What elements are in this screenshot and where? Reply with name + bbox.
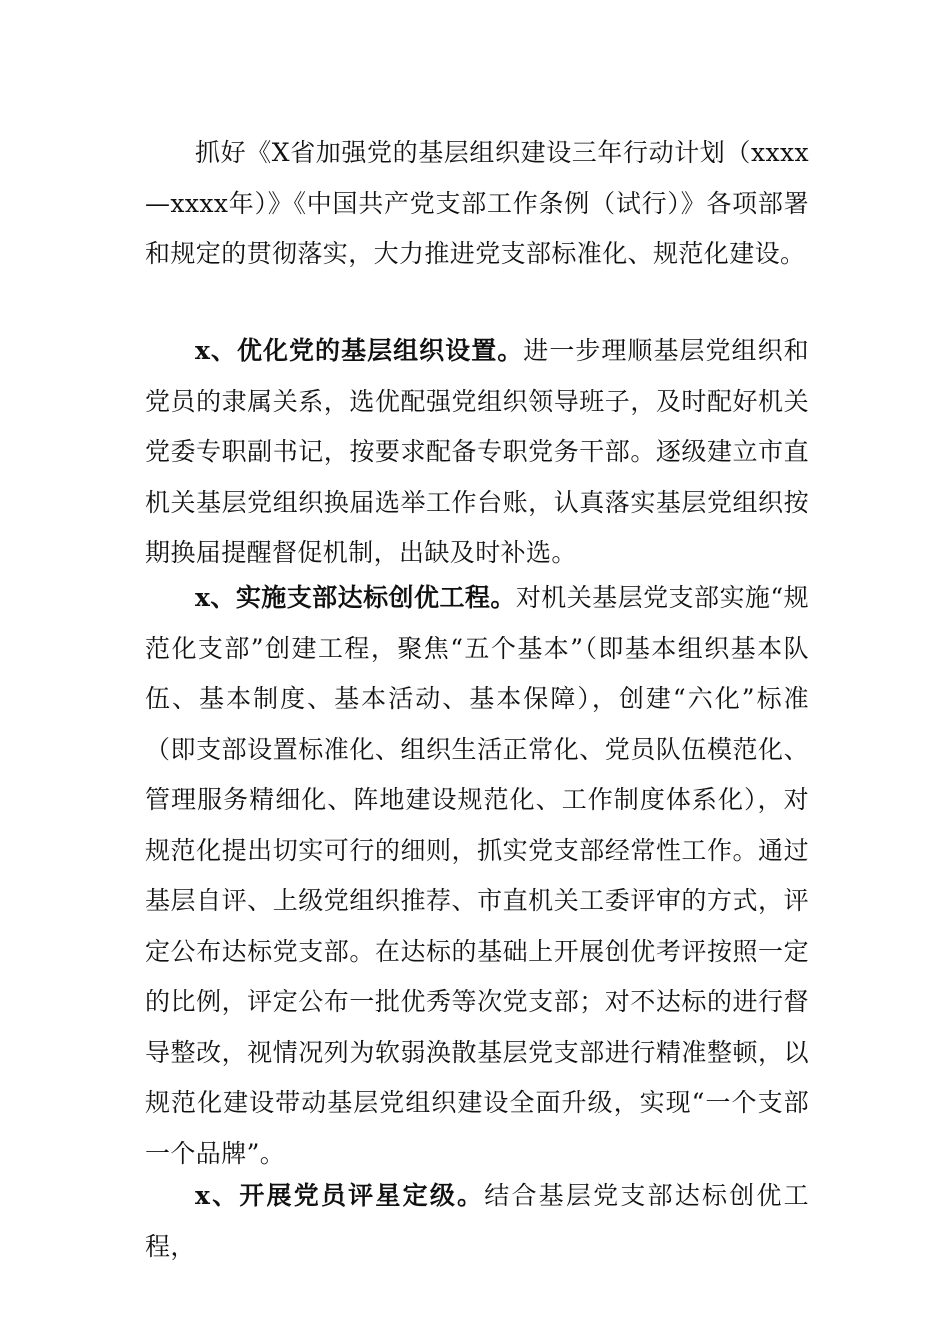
paragraph-2-heading: x、优化党的基层组织设置。 [195, 336, 524, 365]
paragraph-2-body: 进一步理顺基层党组织和党员的隶属关系，选优配强党组织领导班子，及时配好机关党委专职副书记，按要求配备专职党务干部。逐级建立市直机关基层党组织换届选举工作台账，认真落实基层党组织按期换届提醒督促机制，出缺及时补选。 [145, 336, 809, 567]
paragraph-3-body: 对机关基层党支部实施“规范化支部”创建工程，聚焦“五个基本”（即基本组织基本队伍、基本制度、基本活动、基本保障），创建“六化”标准（即支部设置标准化、组织生活正常化、党员队伍模范化、管理服务精细化、阵地建设规范化、工作制度体系化），对规范化提出切实可行的细则，抓实党支部经常性工作。通过基层自评、上级党组织推荐、市直机关工委评审的方式，评定公布达标党支部。在达标的基础上开展创优考评按照一定的比例，评定公布一批优秀等次党支部；对不达标的进行督导整改，视情况列为软弱涣散基层党支部进行精准整顿，以规范化建设带动基层党组织建设全面升级，实现“一个支部一个品牌”。 [145, 583, 809, 1168]
paragraph-1 [145, 128, 809, 280]
paragraph-3 [145, 573, 809, 1179]
paragraph-4-heading: x、开展党员评星定级。 [195, 1181, 485, 1210]
paragraph-1-body: 抓好《X省加强党的基层组织建设三年行动计划（xxxx—xxxx年）》《中国共产党支部工作条例（试行）》各项部署和规定的贯彻落实，大力推进党支部标准化、规范化建设。 [145, 138, 809, 268]
paragraph-3-heading: x、实施支部达标创优工程。 [195, 583, 516, 612]
paragraph-2 [145, 326, 809, 579]
paragraph-4 [145, 1171, 809, 1272]
paragraph-4-body: 结合基层党支部达标创优工程， [145, 1181, 809, 1261]
